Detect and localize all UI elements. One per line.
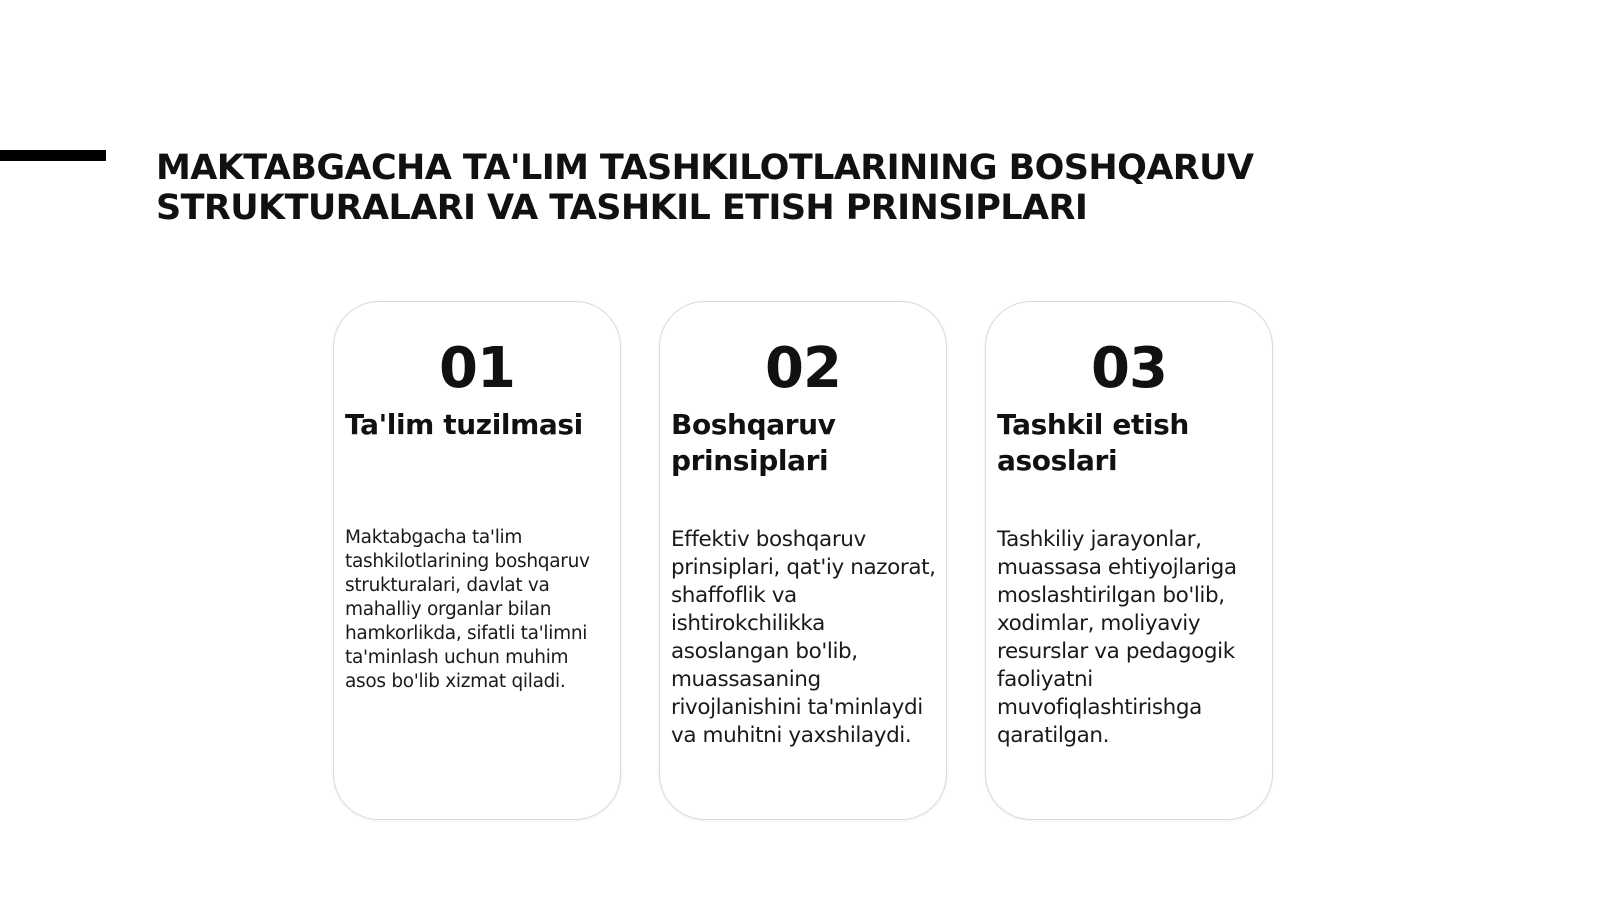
- card-body-text: Tashkiliy jarayonlar, muassasa ehtiyojlariga moslashtirilgan bo'lib, xodimlar, moliyaviy resurslar va pedagogik faoliyatni muvofiqlashtirishga qaratilgan.: [997, 527, 1237, 748]
- card-heading: Ta'lim tuzilmasi: [345, 408, 583, 441]
- slide-title: [156, 148, 1476, 228]
- card-body-text: Maktabgacha ta'lim tashkilotlarining boshqaruv strukturalari, davlat va mahalliy organlar bilan hamkorlikda, sifatli ta'limni ta'minlash uchun muhim asos bo'lib xizmat qiladi.: [345, 527, 590, 692]
- card-heading: Tashkil etish asoslari: [997, 408, 1189, 477]
- title-accent-bar: [0, 150, 106, 161]
- card-boshqaruv-prinsiplari: [659, 301, 947, 820]
- slide-title-line-2: STRUKTURALARI VA TASHKIL ETISH PRINSIPLARI: [156, 188, 1088, 228]
- slide-title-line-1: MAKTABGACHA TA'LIM TASHKILOTLARINING BOSHQARUV: [156, 148, 1254, 188]
- card-heading: Boshqaruv prinsiplari: [671, 408, 836, 477]
- card-tashkil-etish-asoslari: [985, 301, 1273, 820]
- card-body-text: Effektiv boshqaruv prinsiplari, qat'iy nazorat, shaffoflik va ishtirokchilikka asoslangan bo'lib, muassasaning rivojlanishini ta'minlaydi va muhitni yaxshilaydi.: [671, 527, 936, 748]
- card-number: 01: [439, 336, 515, 401]
- card-number: 02: [765, 336, 841, 401]
- card-number: 03: [1091, 336, 1167, 401]
- card-talim-tuzilmasi: [333, 301, 621, 820]
